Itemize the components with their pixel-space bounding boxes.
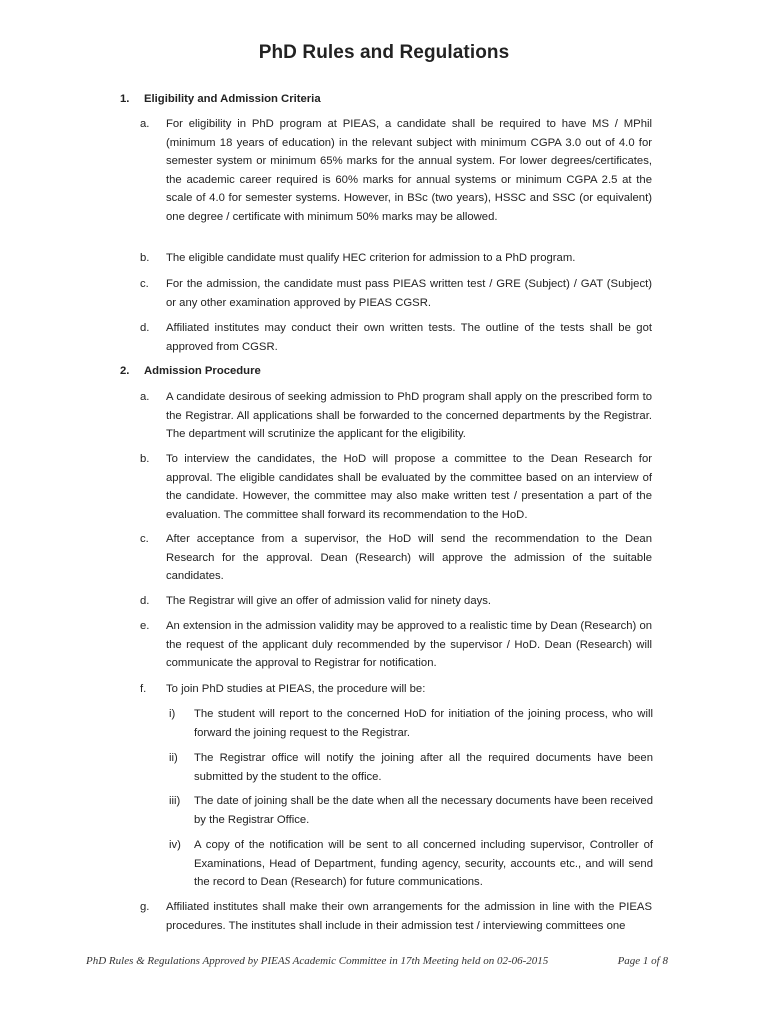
sub-item-label: iv)	[169, 839, 181, 851]
item-label: c.	[140, 533, 149, 545]
list-item-2c	[140, 530, 652, 586]
sub-item-iv	[169, 836, 653, 892]
item-text: An extension in the admission validity may be approved to a realistic time by Dean (Research) on the request of the applicant duly recommended by the supervisor / HoD. Dean (Research) will communicate the approval to Registrar for notification.	[166, 620, 653, 670]
list-item-1c	[140, 275, 652, 312]
item-text: The Registrar will give an offer of admission valid for ninety days.	[166, 595, 492, 607]
list-item-2g	[140, 898, 652, 935]
item-label: c.	[140, 278, 149, 290]
item-text: After acceptance from a supervisor, the HoD will send the recommendation to the Dean Research for the approval. Dean (Research) will approve the admission of the suitable candidates.	[166, 533, 652, 583]
list-item-2a	[140, 388, 652, 444]
item-label: d.	[140, 322, 150, 334]
sub-item-text: The date of joining shall be the date when all the necessary documents have been received by the Registrar Office.	[194, 795, 653, 826]
item-text: A candidate desirous of seeking admission to PhD program shall apply on the prescribed form to the Registrar. All applications shall be forwarded to the concerned departments by the Registrar. The department will scrutinize the applicant for the eligibility.	[166, 391, 652, 441]
list-item-1b	[140, 249, 652, 268]
sub-item-label: ii)	[169, 752, 178, 764]
sub-item-i	[169, 705, 653, 742]
list-item-2e	[140, 617, 652, 673]
section-number: 1.	[120, 93, 130, 105]
item-label: b.	[140, 252, 150, 264]
item-text: For the admission, the candidate must pass PIEAS written test / GRE (Subject) / GAT (Subject) or any other examination approved by PIEAS CGSR.	[166, 278, 652, 309]
item-text: Affiliated institutes shall make their own arrangements for the admission in line with the PIEAS procedures. The institutes shall include in their admission test / interviewing committees one	[166, 901, 652, 932]
section-number: 2.	[120, 365, 130, 377]
section-heading-1	[120, 93, 321, 105]
section-heading-2	[120, 365, 261, 377]
footer-approval-note: PhD Rules & Regulations Approved by PIEAS Academic Committee in 17th Meeting held on 02-06-2015	[86, 955, 549, 967]
list-item-2d	[140, 592, 652, 611]
item-label: b.	[140, 453, 150, 465]
item-label: d.	[140, 595, 150, 607]
list-item-1d	[140, 319, 652, 356]
item-text: The eligible candidate must qualify HEC criterion for admission to a PhD program.	[166, 252, 576, 264]
list-item-2b	[140, 450, 652, 524]
item-label: g.	[140, 901, 150, 913]
sub-item-iii	[169, 792, 653, 829]
sub-item-text: The Registrar office will notify the joining after all the required documents have been submitted by the student to the office.	[194, 752, 653, 783]
item-text: Affiliated institutes may conduct their own written tests. The outline of the tests shall be got approved from CGSR.	[166, 322, 652, 353]
item-text: For eligibility in PhD program at PIEAS, a candidate shall be required to have MS / MPhil (minimum 18 years of education) in the relevant subject with minimum CGPA 3.0 out of 4.0 for semester system or minimum 65% marks for the annual system. For lower degrees/certificates, the academic career required is 60% marks for annual systems or minimum CGPA 2.5 at the scale of 4.0 for semester systems. However, in BSc (two years), HSSC and SSC (or equivalent) one degree / certificate with minimum 50% marks may be allowed.	[166, 118, 652, 223]
sub-item-ii	[169, 749, 653, 786]
page-number: Page 1 of 8	[617, 955, 668, 967]
sub-item-text: The student will report to the concerned HoD for initiation of the joining process, who will forward the joining request to the Registrar.	[194, 708, 653, 739]
item-label: e.	[140, 620, 150, 632]
list-item-1a	[140, 115, 652, 227]
sub-item-label: iii)	[169, 795, 181, 807]
item-text: To join PhD studies at PIEAS, the procedure will be:	[166, 683, 426, 695]
list-item-2f	[140, 680, 652, 699]
sub-item-text: A copy of the notification will be sent to all concerned including supervisor, Controller of Examinations, Head of Department, funding agency, security, accounts etc., and will send the record to Dean (Research) for future communications.	[194, 839, 653, 889]
section-title: Admission Procedure	[144, 365, 261, 377]
item-label: a.	[140, 118, 150, 130]
sub-item-label: i)	[169, 708, 176, 720]
item-text: To interview the candidates, the HoD will propose a committee to the Dean Research for approval. The eligible candidates shall be evaluated by the committee based on an interview of the candidate. However, the committee may also make written test / presentation a part of the evaluation. The committee shall forward its recommendation to the HoD.	[166, 453, 652, 521]
section-title: Eligibility and Admission Criteria	[144, 93, 321, 105]
item-label: f.	[140, 683, 147, 695]
page-title: PhD Rules and Regulations	[258, 42, 510, 63]
item-label: a.	[140, 391, 150, 403]
